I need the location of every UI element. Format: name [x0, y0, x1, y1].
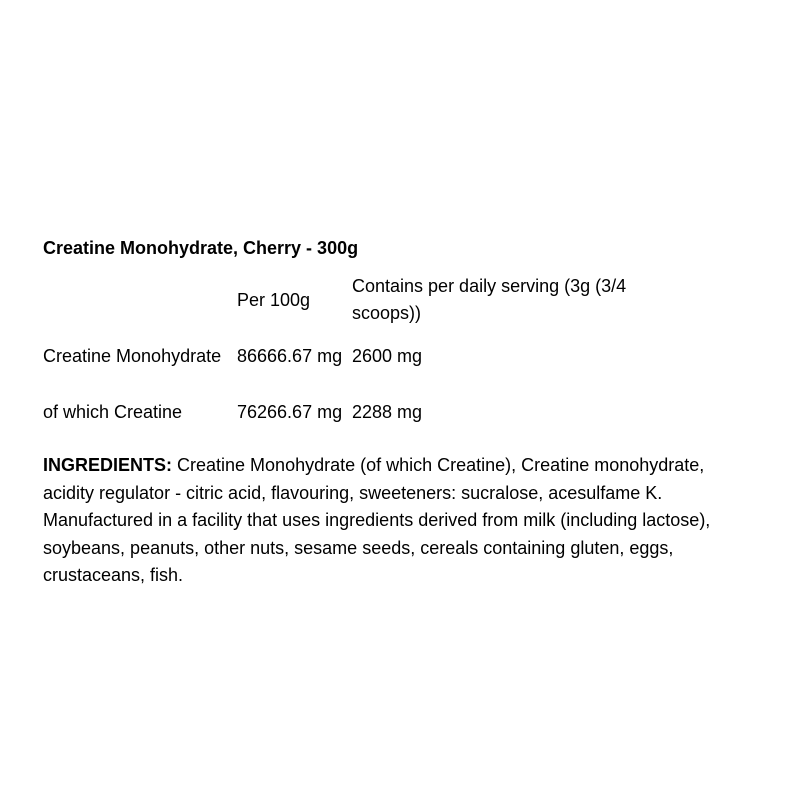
ingredients-text: Creatine Monohydrate (of which Creatine), Creatine monohydrate, acidity regulator - citric acid, flavouring, sweeteners: sucralose, acesulfame K. Manufactured in a facility that uses ingredients derived from milk (including lactose), soybeans, peanuts, other nuts, sesame seeds, cereals containing gluten, eggs, crustaceans, fish.: [43, 455, 711, 585]
table-header-row: [43, 272, 682, 328]
row-name: of which Creatine: [43, 401, 183, 422]
header-per-100g: Per 100g: [237, 289, 311, 310]
table-row: [43, 384, 682, 440]
row-per-100g: 86666.67 mg: [237, 345, 343, 366]
row-name: Creatine Monohydrate: [43, 345, 222, 366]
row-per-serving: 2288 mg: [352, 401, 423, 422]
product-title: Creatine Monohydrate, Cherry - 300g: [43, 238, 359, 258]
ingredients-paragraph: [43, 452, 733, 590]
header-name: [43, 272, 237, 328]
row-per-serving: 2600 mg: [352, 345, 423, 366]
nutrition-table: [43, 272, 682, 440]
header-per-serving: Contains per daily serving (3g (3/4 scoops)): [352, 276, 627, 323]
table-row: [43, 328, 682, 384]
row-per-100g: 76266.67 mg: [237, 401, 343, 422]
ingredients-label: INGREDIENTS:: [43, 455, 173, 475]
